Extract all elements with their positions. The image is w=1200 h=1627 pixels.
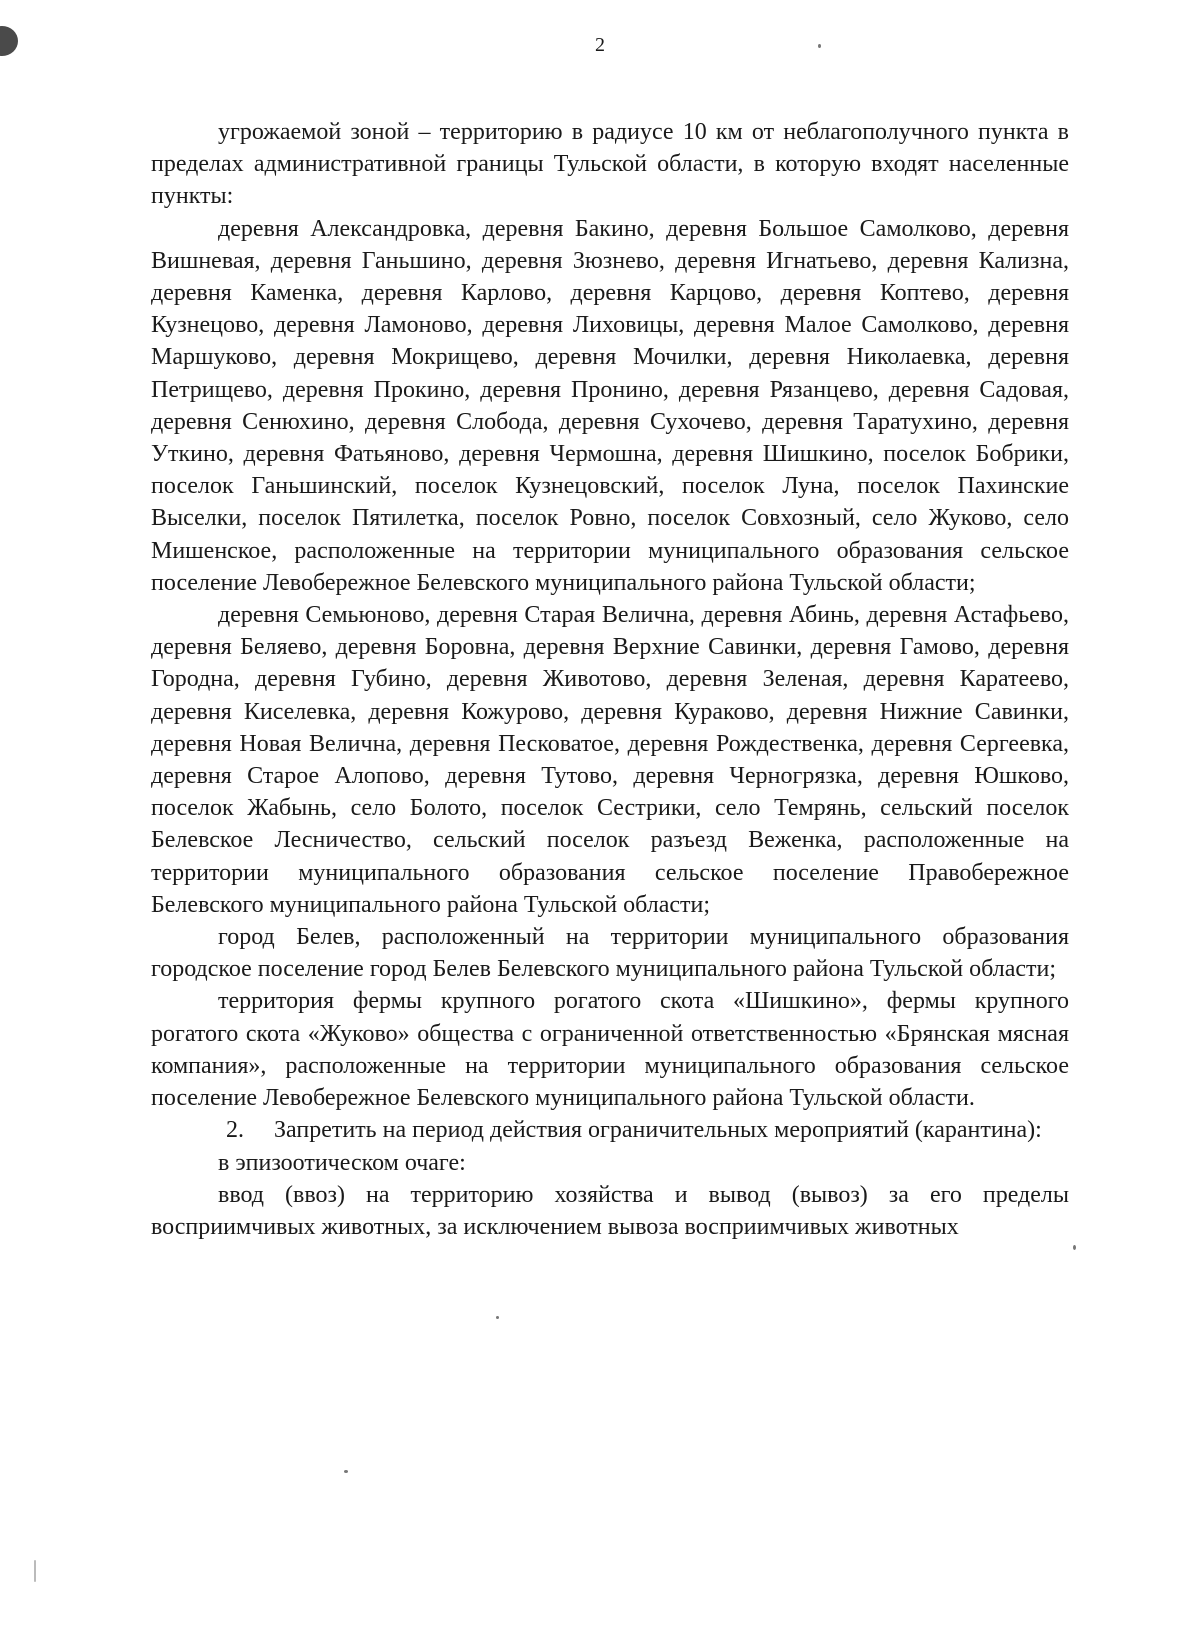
paragraph-animal-movement: ввод (ввоз) на территорию хозяйства и вывод (вывоз) за его пределы восприимчивых животных, за исключением вывоза восприимчивых животных — [151, 1181, 1069, 1240]
paragraph-belev-city: город Белев, расположенный на территории муниципального образования городское поселение город Белев Белевского муниципального района Тульской области; — [151, 924, 1069, 983]
paragraph-threatened-zone: угрожаемой зоной – территорию в радиусе 10 км от неблагополучного пункта в пределах административной границы Тульской области, в которую входят населенные пункты: — [151, 119, 1069, 210]
scan-speck — [818, 44, 821, 48]
paragraph-cattle-farms: территория фермы крупного рогатого скота «Шишкино», фермы крупного рогатого скота «Жуково» общества с ограниченной ответственностью «Брянская мясная компания», расположенные на территории муниципального образования сельское поселение Левобережное Белевского муниципального района Тульской области. — [151, 988, 1069, 1112]
paragraph-right-bank-settlements: деревня Семьюново, деревня Старая Велична, деревня Абинь, деревня Астафьево, деревня Беляево, деревня Боровна, деревня Верхние Савинки, деревня Гамово, деревня Городна, деревня Губино, деревня Животово, деревня Зеленая, деревня Каратеево, деревня Киселевка, деревня Кожурово, деревня Кураково, деревня Нижние Савинки, деревня Новая Велична, деревня Песковатое, деревня Рождественка, деревня Сергеевка, деревня Старое Алопово, деревня Тутово, деревня Черногрязка, деревня Юшково, поселок Жабынь, село Болото, поселок Сестрики, село Темрянь, сельский поселок Белевское Лесничество, сельский поселок разъезд Веженка, расположенные на территории муниципального образования сельское поселение Правобережное Белевского муниципального района Тульской области; — [151, 602, 1069, 918]
page-number: 2 — [595, 34, 605, 56]
paragraph-item-2-prohibit: 2. Запретить на период действия ограничительных мероприятий (карантина): — [226, 1117, 1042, 1144]
scan-speck — [496, 1316, 499, 1319]
paragraph-epizootic-focus: в эпизоотическом очаге: — [218, 1149, 466, 1176]
scan-speck — [1073, 1245, 1076, 1250]
scan-speck — [344, 1470, 348, 1473]
paragraph-left-bank-settlements: деревня Александровка, деревня Бакино, деревня Большое Самолково, деревня Вишневая, деревня Ганьшино, деревня Зюзнево, деревня Игнатьево, деревня Кализна, деревня Каменка, деревня Карлово, деревня Карцово, деревня Коптево, деревня Кузнецово, деревня Ламоново, деревня Лиховицы, деревня Малое Самолково, деревня Маршуково, деревня Мокрищево, деревня Мочилки, деревня Николаевка, деревня Петрищево, деревня Прокино, деревня Пронино, деревня Рязанцево, деревня Садовая, деревня Сенюхино, деревня Слобода, деревня Сухочево, деревня Таратухино, деревня Уткино, деревня Фатьяново, деревня Чермошна, деревня Шишкино, поселок Бобрики, поселок Ганьшинский, поселок Кузнецовский, поселок Луна, поселок Пахинские Выселки, поселок Пятилетка, поселок Ровно, поселок Совхозный, село Жуково, село Мишенское, расположенные на территории муниципального образования сельское поселение Левобережное Белевского муниципального района Тульской области; — [151, 215, 1069, 596]
scan-speck — [34, 1560, 36, 1582]
document-body — [151, 116, 1069, 1243]
